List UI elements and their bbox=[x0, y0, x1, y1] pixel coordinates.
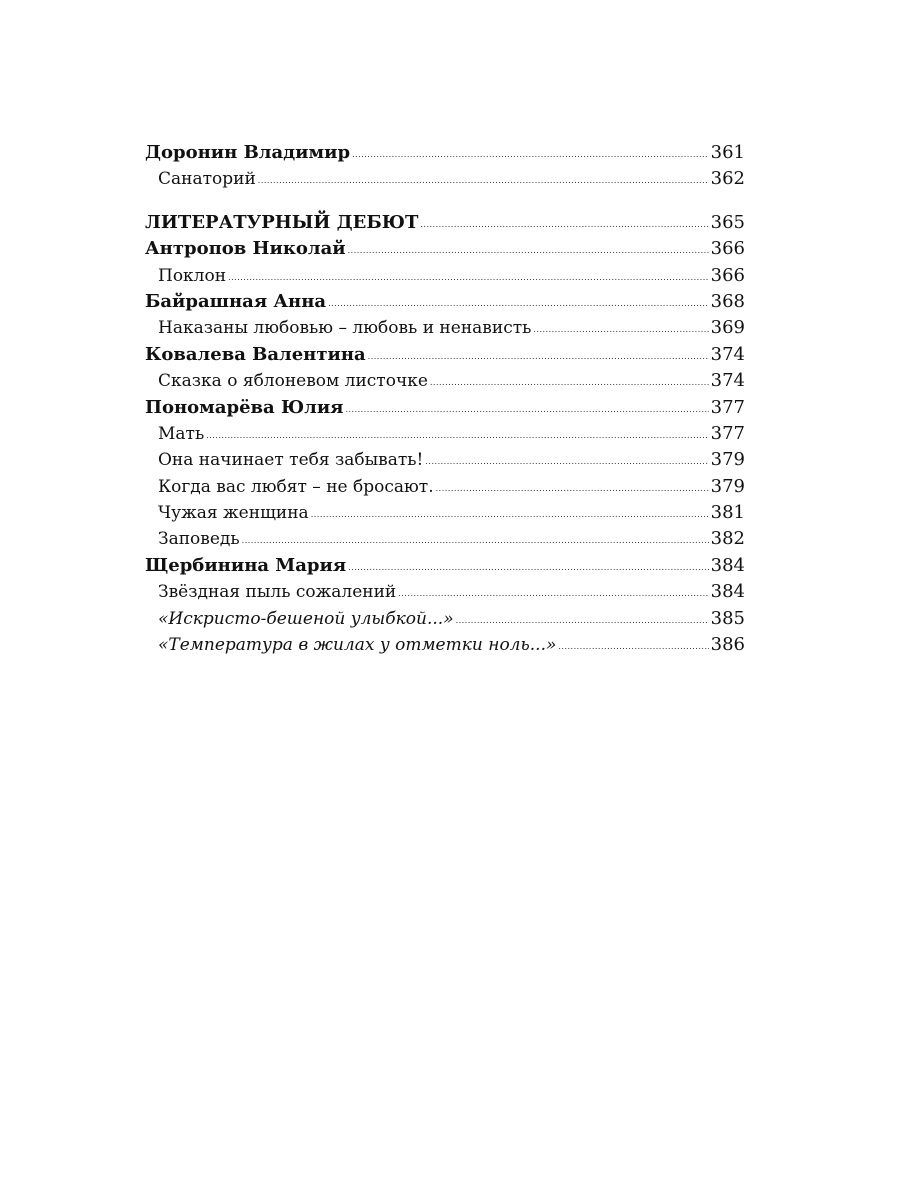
toc-entry-work bbox=[145, 263, 745, 289]
toc-entry-work bbox=[145, 368, 745, 394]
dot-leader bbox=[258, 176, 709, 186]
toc-entry-page: 366 bbox=[710, 238, 745, 260]
toc-entry-title: Щербинина Мария bbox=[145, 554, 347, 576]
toc-entry-title: Когда вас любят – не бросают. bbox=[158, 476, 434, 497]
table-of-contents bbox=[145, 140, 745, 658]
dot-leader bbox=[348, 246, 709, 256]
dot-leader bbox=[436, 484, 709, 494]
toc-entry-page: 386 bbox=[710, 634, 745, 656]
toc-entry-author bbox=[145, 289, 745, 315]
toc-entry-work bbox=[145, 315, 745, 341]
toc-entry-title: «Искристо-бешеной улыбкой...» bbox=[158, 608, 454, 629]
toc-entry-title: Ковалева Валентина bbox=[145, 343, 366, 365]
toc-entry-work bbox=[145, 474, 745, 500]
toc-entry-page: 377 bbox=[710, 422, 745, 444]
toc-entry-title: Звёздная пыль сожалений bbox=[158, 582, 397, 603]
toc-entry-work bbox=[145, 421, 745, 447]
toc-entry-page: 381 bbox=[710, 502, 745, 524]
toc-entry-work bbox=[145, 632, 745, 658]
toc-entry-author bbox=[145, 395, 745, 421]
toc-entry-title: Мать bbox=[158, 423, 205, 444]
toc-entry-page: 361 bbox=[710, 142, 745, 163]
dot-leader bbox=[533, 325, 708, 335]
toc-entry-work bbox=[145, 447, 745, 473]
toc-entry-page: 374 bbox=[710, 370, 745, 392]
toc-entry-work bbox=[145, 606, 745, 632]
dot-leader bbox=[558, 642, 708, 652]
toc-entry-author bbox=[145, 140, 745, 166]
dot-leader bbox=[242, 536, 709, 546]
toc-entry-work bbox=[145, 526, 745, 552]
dot-leader bbox=[398, 589, 708, 599]
toc-section-title: ЛИТЕРАТУРНЫЙ ДЕБЮТ bbox=[145, 211, 419, 233]
dot-leader bbox=[328, 299, 709, 309]
toc-entry-page: 374 bbox=[710, 343, 745, 365]
toc-entry-page: 368 bbox=[710, 290, 745, 312]
toc-entry-author bbox=[145, 236, 745, 262]
dot-leader bbox=[228, 273, 709, 283]
dot-leader bbox=[352, 150, 709, 160]
dot-leader bbox=[206, 431, 708, 441]
toc-entry-page: 369 bbox=[710, 317, 745, 339]
toc-entry-work bbox=[145, 500, 745, 526]
toc-entry-title: Наказаны любовью – любовь и ненависть bbox=[158, 318, 532, 339]
toc-entry-page: 377 bbox=[710, 396, 745, 418]
toc-entry-page: 379 bbox=[710, 449, 745, 471]
toc-entry-section bbox=[145, 210, 745, 236]
toc-entry-title: Чужая женщина bbox=[158, 503, 309, 524]
dot-leader bbox=[420, 220, 708, 230]
toc-entry-work bbox=[145, 166, 745, 192]
toc-entry-page: 379 bbox=[710, 475, 745, 497]
toc-entry-page: 366 bbox=[710, 264, 745, 286]
toc-entry-title: Санаторий bbox=[158, 169, 256, 190]
toc-entry-page: 362 bbox=[710, 168, 745, 190]
toc-entry-page: 384 bbox=[710, 554, 745, 576]
toc-entry-page: 385 bbox=[710, 607, 745, 629]
dot-leader bbox=[345, 405, 708, 415]
dot-leader bbox=[348, 563, 709, 573]
toc-entry-page: 384 bbox=[710, 581, 745, 603]
dot-leader bbox=[456, 616, 709, 626]
toc-entry-author bbox=[145, 342, 745, 368]
toc-entry-title: Байрашная Анна bbox=[145, 290, 327, 312]
toc-entry-page: 382 bbox=[710, 528, 745, 550]
toc-entry-author bbox=[145, 553, 745, 579]
toc-entry-title: Заповедь bbox=[158, 529, 240, 550]
dot-leader bbox=[430, 378, 709, 388]
toc-entry-work bbox=[145, 579, 745, 605]
dot-leader bbox=[311, 510, 709, 520]
dot-leader bbox=[368, 352, 709, 362]
toc-entry-title: Доронин Владимир bbox=[145, 142, 351, 163]
toc-entry-title: Она начинает тебя забывать! bbox=[158, 450, 424, 471]
toc-entry-title: Поклон bbox=[158, 265, 227, 286]
dot-leader bbox=[425, 457, 708, 467]
toc-entry-title: Антропов Николай bbox=[145, 238, 346, 260]
toc-entry-title: «Температура в жилах у отметки ноль...» bbox=[158, 635, 557, 656]
toc-entry-title: Пономарёва Юлия bbox=[145, 396, 344, 418]
toc-entry-title: Сказка о яблоневом листочке bbox=[158, 371, 428, 392]
toc-entry-page: 365 bbox=[710, 211, 745, 233]
